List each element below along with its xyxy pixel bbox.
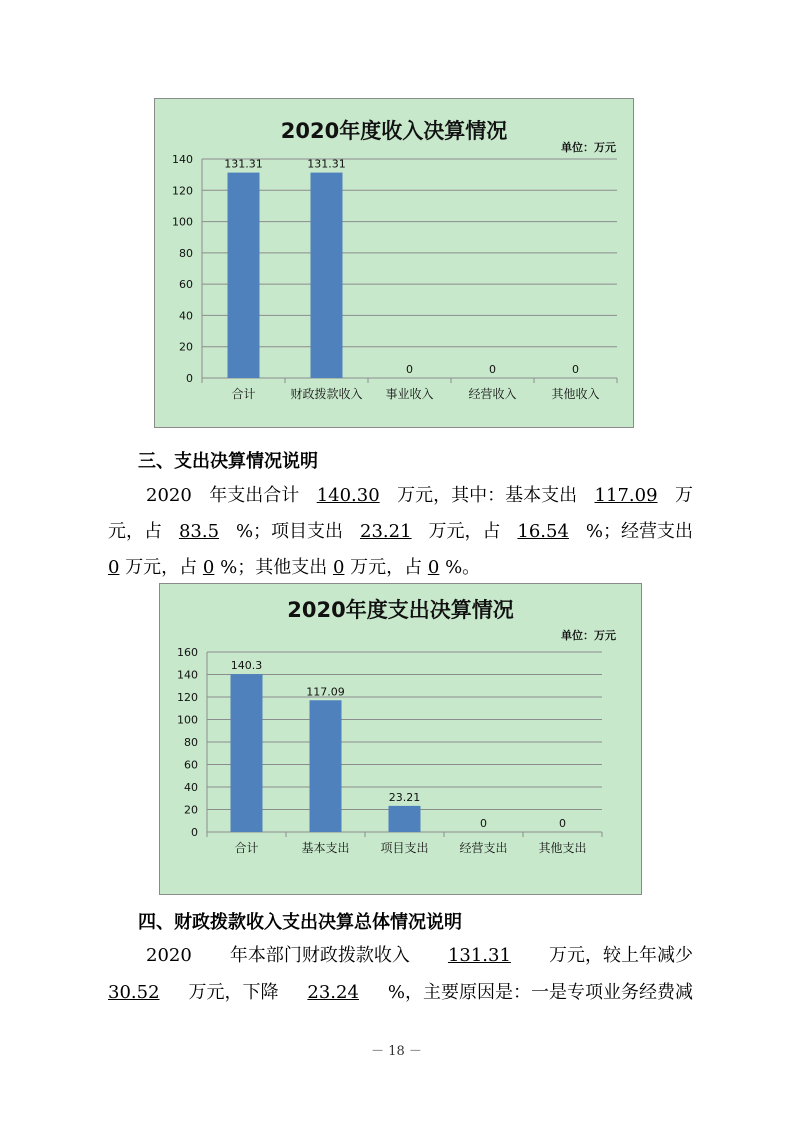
expenditure-chart-unit: 单位：万元	[561, 629, 616, 642]
s3-text-g: %；经营支出	[585, 521, 693, 542]
s3-other-pct: 0	[427, 557, 440, 578]
x-category-label: 项目支出	[380, 841, 429, 855]
section4-line2	[108, 982, 693, 1004]
s3-basic-pct: 83.5	[178, 521, 220, 542]
s3-text-a: 年支出合计	[209, 485, 300, 506]
x-category-label: 合计	[234, 841, 259, 855]
y-tick-label: 40	[179, 309, 193, 323]
s3-text-b: 万元，其中：基本支出	[397, 485, 578, 506]
y-tick-label: 140	[177, 668, 198, 682]
income-chart	[154, 98, 634, 428]
y-tick-label: 80	[179, 246, 193, 260]
income-chart-title: 2020年度收入决算情况	[280, 119, 508, 143]
s3-text-d: 元，占	[108, 521, 162, 542]
data-label: 0	[406, 363, 413, 376]
s3-text-j: 万元，占	[350, 557, 423, 578]
s4-text-a: 年本部门财政拨款收入	[229, 945, 410, 966]
s4-decrease-value: 30.52	[108, 982, 160, 1003]
x-category-label: 基本支出	[301, 841, 350, 855]
y-tick-label: 60	[184, 758, 198, 772]
x-category-label: 经营支出	[459, 841, 508, 855]
y-tick-label: 140	[172, 153, 193, 166]
y-tick-label: 0	[191, 826, 198, 839]
expenditure-chart	[159, 583, 642, 895]
section4-line1	[146, 945, 693, 967]
data-label: 140.3	[230, 659, 263, 673]
s4-text-b: 万元，较上年减少	[548, 945, 693, 966]
data-label: 23.21	[388, 790, 421, 804]
bar	[231, 674, 263, 832]
y-tick-label: 20	[184, 803, 198, 817]
data-label: 0	[559, 817, 566, 830]
bar	[311, 173, 343, 378]
x-category-label: 其他支出	[538, 841, 587, 855]
s3-project-value: 23.21	[360, 521, 412, 542]
x-category-label: 合计	[231, 387, 256, 401]
s3-text-i: %；其他支出	[220, 557, 328, 578]
section3-line3	[108, 557, 693, 579]
s3-text-k: %。	[445, 557, 481, 578]
bar	[310, 700, 342, 832]
income-chart-plot	[155, 99, 635, 429]
x-category-label: 事业收入	[385, 387, 434, 401]
y-tick-label: 160	[177, 646, 198, 659]
s4-fiscal-income-value: 131.31	[447, 945, 511, 966]
section3-heading: 三、支出决算情况说明	[138, 451, 318, 472]
x-category-label: 经营收入	[468, 387, 517, 401]
y-tick-label: 120	[177, 691, 198, 704]
y-tick-label: 20	[179, 340, 193, 354]
s3-text-f: 万元，占	[428, 521, 501, 542]
section3-line1	[146, 485, 693, 507]
s3-other-value: 0	[332, 557, 345, 578]
s3-total-value: 140.30	[316, 485, 380, 506]
page-number: － 18 －	[371, 1044, 422, 1059]
y-tick-label: 100	[177, 713, 198, 727]
x-category-label: 财政拨款收入	[290, 387, 363, 401]
data-label: 0	[480, 817, 487, 830]
y-tick-label: 0	[186, 372, 193, 385]
data-label: 131.31	[307, 157, 346, 171]
expenditure-chart-title: 2020年度支出决算情况	[287, 598, 514, 622]
y-tick-label: 40	[184, 781, 198, 794]
x-category-label: 其他收入	[551, 387, 600, 401]
section4-heading: 四、财政拨款收入支出决算总体情况说明	[138, 912, 462, 933]
data-label: 0	[489, 363, 496, 376]
s3-operating-pct: 0	[202, 557, 215, 578]
data-label: 0	[572, 363, 579, 376]
bar	[389, 806, 421, 832]
s3-text-c: 万	[674, 485, 693, 506]
data-label: 117.09	[306, 685, 345, 699]
expenditure-chart-plot	[160, 584, 643, 896]
y-tick-label: 80	[184, 736, 198, 749]
s3-operating-value: 0	[108, 557, 120, 578]
y-tick-label: 100	[172, 215, 193, 229]
s4-text-c: 万元，下降	[188, 982, 279, 1003]
s4-text-d: %，主要原因是：一是专项业务经费减	[387, 982, 693, 1003]
s3-text-e: %；项目支出	[235, 521, 344, 542]
bar	[228, 173, 260, 378]
section3-line2	[108, 521, 693, 543]
income-chart-unit: 单位：万元	[561, 141, 616, 154]
y-tick-label: 120	[172, 184, 193, 198]
data-label: 131.31	[224, 157, 263, 171]
y-tick-label: 60	[179, 278, 193, 292]
s3-text-h: 万元，占	[125, 557, 198, 578]
s4-year: 2020	[146, 945, 192, 966]
s3-project-pct: 16.54	[517, 521, 569, 542]
s4-decrease-pct: 23.24	[307, 982, 359, 1003]
s3-year: 2020	[146, 485, 192, 506]
s3-basic-value: 117.09	[594, 485, 658, 506]
